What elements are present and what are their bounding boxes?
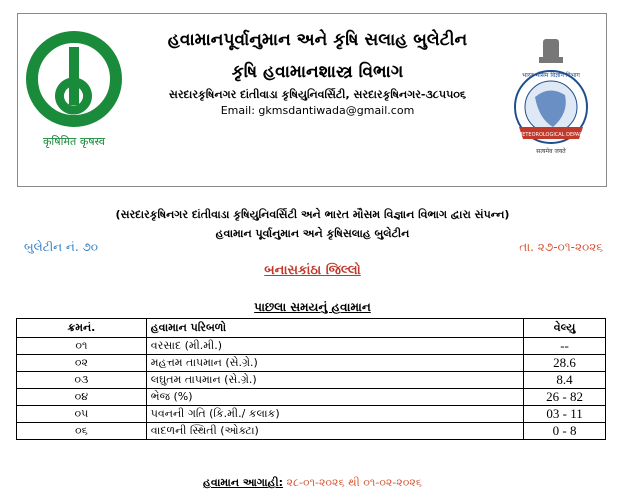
header-value: વેલ્યુ (524, 319, 606, 338)
department-title: કૃષિ હવામાનશાસ્ત્ર વિભાગ (231, 62, 404, 82)
logo-right-banner: INDIA METEOROLOGICAL DEPARTMENT (502, 132, 600, 138)
bulletin-date: તા. ૨૭-૦૧-૨૦૨૬ (519, 240, 603, 254)
row-value: 03 - 11 (524, 406, 606, 423)
row-param: પવનની ગતિ (કિ.મી./ કલાક) (146, 406, 523, 423)
table-row (17, 355, 606, 372)
row-value: 28.6 (524, 355, 606, 372)
forecast-dates: ૨૮-૦૧-૨૦૨૬ થી ૦૧-૦૨-૨૦૨૬ (282, 476, 422, 489)
table-row (17, 372, 606, 389)
past-weather-title: પાછલા સમયનું હવામાન (254, 300, 371, 314)
university-logo-icon (24, 27, 124, 155)
row-no: ૦૧ (17, 338, 147, 355)
table-row (17, 338, 606, 355)
row-param: લઘુતમ તાપમાન (સે.ગ્રે.) (146, 372, 523, 389)
header-no: ક્રમનં. (17, 319, 147, 338)
row-value: 8.4 (524, 372, 606, 389)
logo-right-motto: सत्यमेव जयते (536, 148, 566, 155)
row-no: ૦૨ (17, 355, 147, 372)
intro-line-2: હવામાન પૂર્વાનુમાન અને કૃષિસલાહ બુલેટીન (215, 227, 410, 240)
row-no: ૦૩ (17, 372, 147, 389)
table-row (17, 423, 606, 440)
row-param: વાદળની સ્થિતી (ઓક્ટા) (146, 423, 523, 440)
table-header-row (17, 319, 606, 338)
bulletin-number: બુલેટીન નં. ૭૦ (24, 240, 99, 254)
past-weather-table (16, 318, 606, 440)
logo-right-top-text: भारत मौसम विज्ञान विभाग (522, 72, 580, 79)
forecast-label: હવામાન આગાહી: (203, 476, 283, 489)
row-no: ૦૫ (17, 406, 147, 423)
logo-left-motto: कृषिमित कृषस्व (42, 135, 106, 148)
intro-line-1: (સરદારકૃષિનગર દાંતીવાડા કૃષિયુનિવર્સિટી અને ભારત મૌસમ વિજ્ઞાન વિભાગ દ્વારા સંપન્ન) (115, 208, 510, 221)
address-line: સરદારકૃષિનગર દાંતીવાડા કૃષિયુનિવર્સિટી, સરદારકૃષિનગર-૩૮૫૫૦૬ (168, 88, 467, 101)
district-title: બનાસકાંઠા જિલ્લો (264, 263, 361, 278)
row-value: -- (524, 338, 606, 355)
imd-logo-icon (502, 35, 600, 159)
row-value: 26 - 82 (524, 389, 606, 406)
row-no: ૦૬ (17, 423, 147, 440)
row-param: વરસાદ (મી.મી.) (146, 338, 523, 355)
table-row (17, 406, 606, 423)
bulletin-title: હવામાનપૂર્વાનુમાન અને કૃષિ સલાહ બુલેટીન (167, 30, 468, 50)
table-row (17, 389, 606, 406)
row-no: ૦૪ (17, 389, 147, 406)
email-line: Email: gkmsdantiwada@gmail.com (220, 104, 415, 117)
forecast-line (0, 476, 625, 490)
row-param: ભેજ (%) (146, 389, 523, 406)
row-param: મહત્તમ તાપમાન (સે.ગ્રે.) (146, 355, 523, 372)
row-value: 0 - 8 (524, 423, 606, 440)
header-param: હવામાન પરિબળો (146, 319, 523, 338)
